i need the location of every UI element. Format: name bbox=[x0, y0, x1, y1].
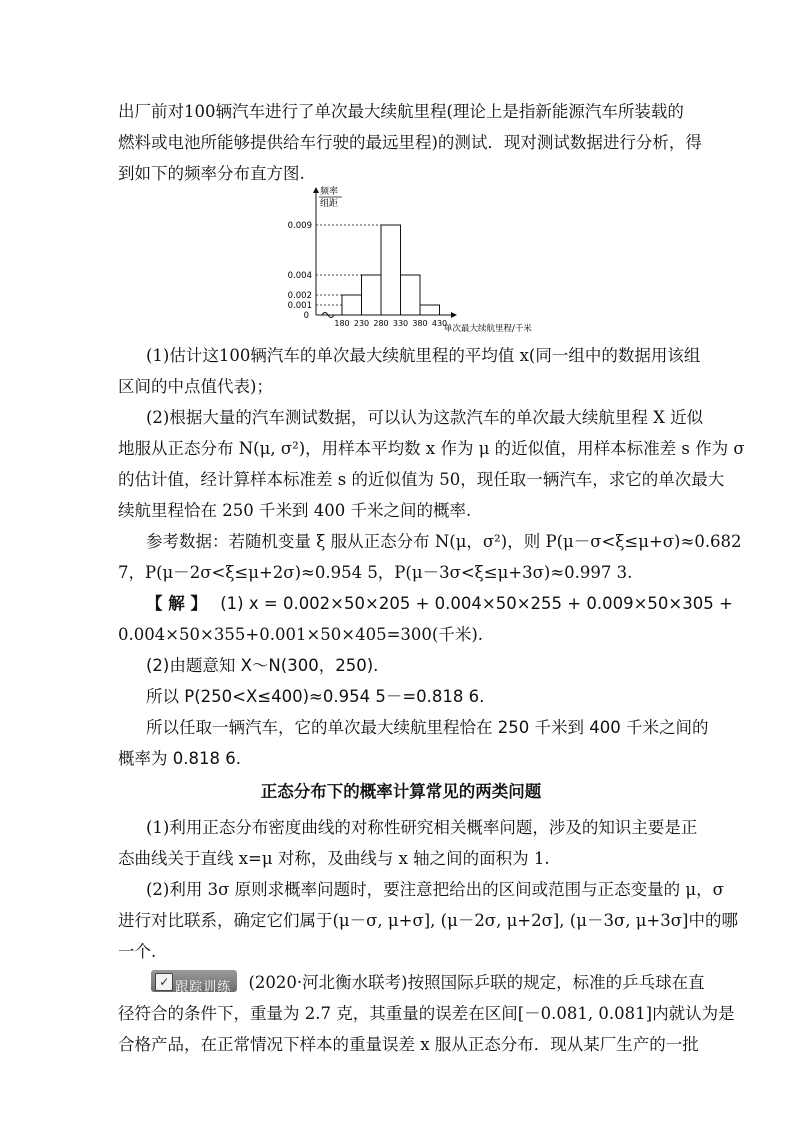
x-axis-label: 单次最大续航里程/千米 bbox=[444, 324, 532, 334]
histogram-bar bbox=[420, 305, 440, 315]
x-tick-label: 380 bbox=[412, 319, 428, 328]
y-axis-label-top: 频率 bbox=[320, 187, 339, 197]
solution-2-line-3: 所以任取一辆汽车，它的单次最大续航里程恰在 250 千米到 400 千米之间的 bbox=[146, 718, 709, 737]
section-point-1-line-1: (1)利用正态分布密度曲线的对称性研究相关概率问题，涉及的知识主要是正 bbox=[146, 818, 698, 837]
x-tick-label: 430 bbox=[431, 319, 448, 328]
y-tick-label: 0.002 bbox=[287, 291, 312, 301]
exercise-text-1: (2020·河北衡水联考)按照国际乒联的规定，标准的乒乓球在直 bbox=[248, 973, 705, 992]
origin-label: 0 bbox=[303, 311, 309, 321]
exercise-badge bbox=[151, 970, 237, 995]
solution-tag: 【 解 】 bbox=[146, 594, 207, 613]
x-tick-label: 230 bbox=[353, 319, 370, 328]
reference-data-line-2: 7，P(μ－2σ<ξ≤μ+2σ)≈0.954 5，P(μ－3σ<ξ≤μ+3σ)≈0.997 3. bbox=[118, 563, 633, 582]
question-2-line-4: 续航里程恰在 250 千米到 400 千米之间的概率. bbox=[118, 501, 472, 520]
question-1-line-1: (1)估计这100辆汽车的单次最大续航里程的平均值 x(同一组中的数据用该组 bbox=[146, 346, 701, 365]
y-tick-label: 0.004 bbox=[287, 271, 312, 281]
question-2-line-2: 地服从正态分布 N(μ, σ²)，用样本平均数 x 作为 μ 的近似值，用样本标准差 s 作为 σ bbox=[118, 439, 745, 458]
reference-data-line-1: 参考数据：若随机变量 ξ 服从正态分布 N(μ，σ²)，则 P(μ－σ<ξ≤μ+σ)≈0.682 bbox=[146, 532, 742, 551]
question-2-line-3: 的估计值，经计算样本标准差 s 的近似值为 50，现任取一辆汽车，求它的单次最大 bbox=[118, 470, 725, 489]
histogram-bar bbox=[401, 275, 421, 315]
question-1-line-2: 区间的中点值代表)； bbox=[118, 377, 273, 396]
checkbox-icon: ✓ bbox=[155, 973, 173, 991]
section-point-1-line-2: 态曲线关于直线 x=μ 对称，及曲线与 x 轴之间的面积为 1. bbox=[118, 849, 550, 868]
section-point-2-line-1: (2)利用 3σ 原则求概率问题时，要注意把给出的区间或范围与正态变量的 μ，σ bbox=[146, 880, 724, 899]
exercise-line-2: 径符合的条件下，重量为 2.7 克，其重量的误差在区间[－0.081, 0.081]内就认为是 bbox=[118, 1004, 735, 1023]
solution-1-text: (1) x = 0.002×50×205 + 0.004×50×255 + 0.009×50×305 + bbox=[220, 594, 733, 613]
exercise-line-1 bbox=[118, 967, 705, 998]
y-tick-label: 0.001 bbox=[287, 301, 312, 311]
intro-line-3: 到如下的频率分布直方图. bbox=[118, 164, 305, 183]
x-tick-label: 280 bbox=[373, 319, 389, 328]
section-point-2-line-3: 一个. bbox=[118, 942, 157, 961]
exercise-line-3: 合格产品，在正常情况下样本的重量误差 x 服从正态分布．现从某厂生产的一批 bbox=[118, 1035, 699, 1054]
exercise-badge-label: 跟踪训练 bbox=[175, 980, 232, 995]
histogram-bar bbox=[381, 225, 401, 315]
solution-2-line-4: 概率为 0.818 6. bbox=[118, 749, 241, 768]
histogram-bar bbox=[362, 275, 382, 315]
intro-line-1: 出厂前对100辆汽车进行了单次最大续航里程(理论上是指新能源汽车所装载的 bbox=[118, 102, 684, 121]
x-tick-label: 330 bbox=[392, 319, 409, 328]
intro-line-2: 燃料或电池所能够提供给车行驶的最远里程)的测试．现对测试数据进行分析，得 bbox=[118, 133, 702, 152]
x-tick-label: 180 bbox=[334, 319, 350, 328]
y-axis-label-bottom: 组距 bbox=[320, 199, 339, 209]
section-point-2-line-2: 进行对比联系，确定它们属于(μ－σ, μ+σ], (μ－2σ, μ+2σ], (μ－3σ, μ+3σ]中的哪 bbox=[118, 911, 738, 930]
solution-2-line-2: 所以 P(250<X≤400)≈0.954 5－=0.818 6. bbox=[146, 687, 485, 706]
section-title: 正态分布下的概率计算常见的两类问题 bbox=[260, 782, 542, 801]
solution-2-line-1: (2)由题意知 X～N(300，250). bbox=[146, 656, 379, 675]
solution-1-line-2: 0.004×50×355+0.001×50×405=300(千米). bbox=[118, 625, 484, 644]
frequency-histogram bbox=[270, 186, 570, 334]
histogram-bar bbox=[342, 295, 362, 315]
solution-line-1 bbox=[146, 588, 733, 619]
question-2-line-1: (2)根据大量的汽车测试数据，可以认为这款汽车的单次最大续航里程 X 近似 bbox=[146, 408, 704, 427]
y-tick-label: 0.009 bbox=[287, 221, 312, 231]
